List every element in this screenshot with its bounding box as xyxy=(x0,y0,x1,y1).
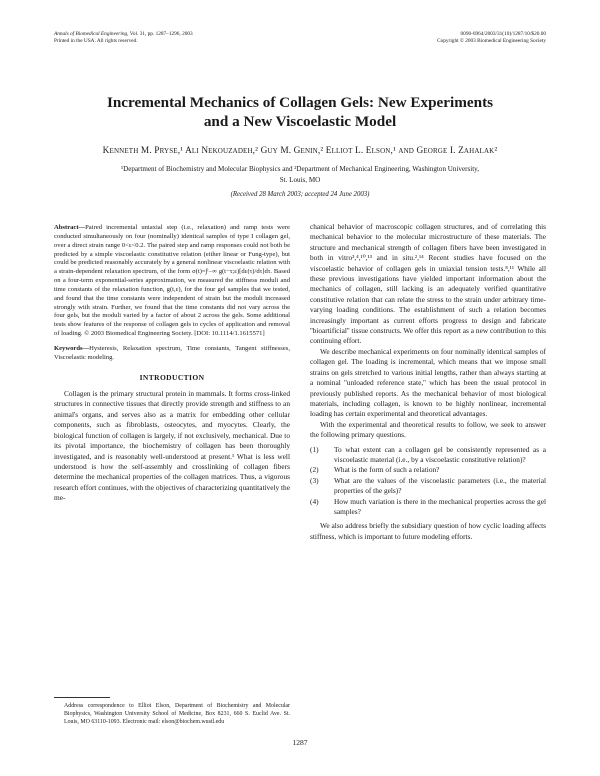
keywords-text: Hysteresis, Relaxation spectrum, Time constants, Tangent stiffnesses, Viscoelastic modeling. xyxy=(54,344,290,361)
question-text: To what extent can a collagen gel be consistently represented as a viscoelastic material (i.e., by a viscoelastic constitutive relation)? xyxy=(334,444,546,464)
journal-header-right xyxy=(286,31,546,46)
body-paragraph-3: With the experimental and theoretical results to follow, we seek to answer the following primary questions. xyxy=(310,419,546,440)
intro-paragraph-1: Collagen is the primary structural protein in mammals. It forms cross-linked structures in connective tissues that directly provide strength and stiffness to an animal's organs, and serves also as a matrix for embedding other cellular components, such as fibroblasts, osteocytes, and myocytes. Clearly, the biological function of collagen is largely, if not exclusively, mechanical. Due to its pivotal importance, the biochemistry of collagen has been thoroughly investigated, and is reasonably well-understood at present.¹ What is less well understood is how the self-assembly and crosslinking of collagen fibers determine the mechanical properties of the collagen matrices. Thus, a vigorous research effort continues, with the objectives of characterizing quantitatively the me- xyxy=(54,389,290,503)
question-text: What is the form of such a relation? xyxy=(334,465,440,475)
printed-note: Printed in the USA. All rights reserved. xyxy=(54,38,138,45)
title-line-1: Incremental Mechanics of Collagen Gels: New Experiments xyxy=(106,94,494,111)
author-list: Kenneth M. Pryse,¹ Ali Nekouzadeh,² Guy M. Genin,² Elliot L. Elson,¹ and George I. Zahalak² xyxy=(102,146,498,156)
affiliation-line-2: St. Louis, MO xyxy=(279,175,321,184)
question-text: How much variation is there in the mechanical properties across the gel samples? xyxy=(334,496,546,516)
introduction-heading: INTRODUCTION xyxy=(139,372,205,382)
question-text: What are the values of the viscoelastic parameters (i.e., the material properties of the gels)? xyxy=(334,475,546,496)
issn-line: 0090-6964/2003/31(10)/1287/10/$20.00 xyxy=(460,31,546,37)
footnote-divider xyxy=(54,697,110,698)
question-number: (4) xyxy=(310,496,319,506)
question-list xyxy=(310,445,546,518)
received-dates: (Received 28 March 2003; accepted 24 June 2003) xyxy=(230,191,370,198)
question-number: (2) xyxy=(310,465,319,475)
list-item xyxy=(310,476,546,497)
journal-name: Annals of Biomedical Engineering, xyxy=(54,31,129,37)
list-item xyxy=(310,445,546,466)
footnote-text: Address correspondence to Elliot Elson, Department of Biochemistry and Molecular Biophysics, Washington University School of Medicine, Box 8231, 660 S. Euclid Ave. St. Louis, MO 63110-1093. Electronic mail: elson@biochem.wustl.edu xyxy=(64,703,290,726)
correspondence-footnote xyxy=(54,702,290,727)
abstract-text: Paired incremental uniaxial step (i.e., relaxation) and ramp tests were conducted simultaneously on four (nominally) identical samples of type I collagen gel, over a direct strain range 0<ε<0.2. The paired step and ramp responses could not both be predicted by a simple viscoelastic constitutive relation (either linear or Fung-type), but could be predicted reasonably accurately by a general nonlinear viscoelastic relation with a strain-dependent relaxation spectrum, of the form σ(t)=∫ᵗ₋∞ g(t−τ;ε)[dε(τ)/dτ]dτ. Based on a four-term exponential-series approximation, we measured the stiffness moduli and time constants of the relaxation function, g(t,ε), for the four gel samples that we tested, and found that the time constants were independent of strain but the moduli increased strongly with strain. Further, we found that the time constants did not vary across the four gels, but the moduli varied by a factor of about 2 across the gels. Some additional tests show features of the response of collagen gels to cycles of application and removal of loading. © 2003 Biomedical Engineering Society. [DOI: 10.1114/1.1615571] xyxy=(54,224,290,338)
body-paragraph-4: We also address briefly the subsidiary question of how cyclic loading affects stiffness, which is important to future modeling efforts. xyxy=(310,521,546,541)
list-item xyxy=(310,465,546,475)
keywords-label: Keywords— xyxy=(54,344,90,352)
affiliation-line-1: ¹Department of Biochemistry and Molecular Biophysics and ²Department of Mechanical Engineering, Washington University, xyxy=(120,165,480,173)
left-column xyxy=(54,224,290,504)
page-number: 1287 xyxy=(292,738,308,747)
list-item xyxy=(310,497,546,518)
keywords xyxy=(54,345,290,363)
body-paragraph-1: chanical behavior of macroscopic collagen structures, and of correlating this mechanical behavior to the molecular microstructure of these materials. The structure and mechanical strength of collagen fibers have been investigated in both in vitro³,⁴,¹⁰,¹³ and in situ.²,¹⁴ Recent studies have focused on the viscoelastic behavior of collagen gels in uniaxial tension tests.⁸,¹¹ While all these previous investigations have yielded important information about the mechanics of collagen, still lacking is an adequately verified quantitative constitutive relation that can relate the stress to the strain under arbitrary time-varying loading conditions. The establishment of such a relation becomes increasingly important as current efforts progress to design and fabricate ''bioartificial'' tissue constructs. We offer this report as a new contribution to this continuing effort. xyxy=(310,222,546,346)
body-paragraph-2: We describe mechanical experiments on four nominally identical samples of collagen gel. The loading is incremental, which means that we impose small strains on gels stretched to various initial lengths, rather than always starting at a nominal ''unloaded reference state,'' which has been the usual protocol in previously published reports. As the mechanical behavior of most biological materials, including collagen, is known to be highly nonlinear, incremental loading has certain experimental and theoretical advantages. xyxy=(310,346,546,419)
journal-volume: Vol. 31, pp. 1287–1296, 2003 xyxy=(129,31,193,37)
paper-title xyxy=(54,94,546,131)
question-number: (3) xyxy=(310,475,319,485)
journal-header-left xyxy=(54,31,314,46)
copyright-line: Copyright © 2003 Biomedical Engineering Society xyxy=(437,38,546,45)
abstract-label: Abstract— xyxy=(54,224,86,231)
question-number: (1) xyxy=(310,444,319,454)
title-line-2: and a New Viscoelastic Model xyxy=(203,112,397,130)
affiliations xyxy=(70,164,530,185)
right-column xyxy=(310,222,546,542)
abstract xyxy=(54,224,290,339)
